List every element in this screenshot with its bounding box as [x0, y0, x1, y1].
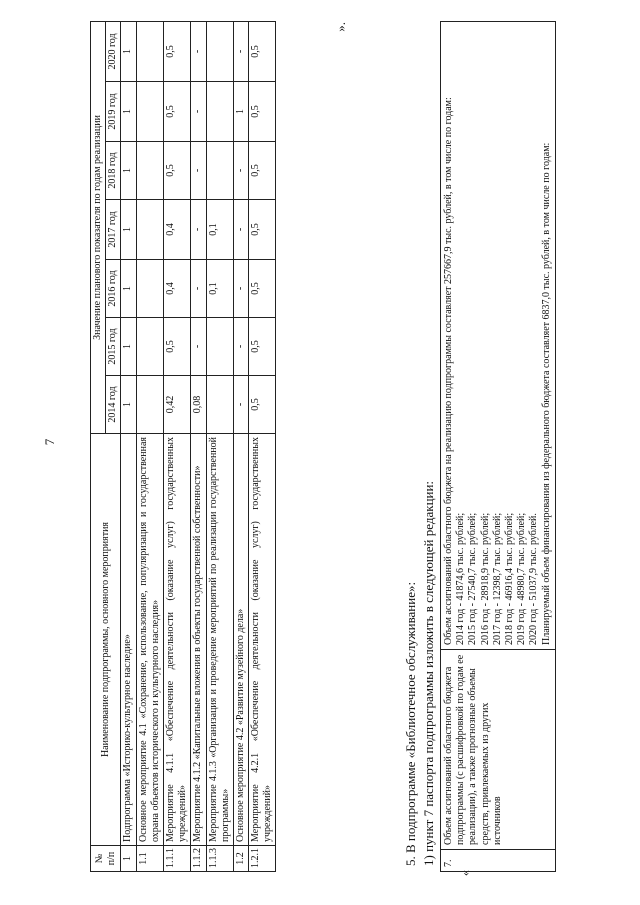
- header-num: № п/п: [91, 846, 121, 872]
- row-value: -: [233, 376, 248, 434]
- row-value: [136, 376, 163, 434]
- row-value: -: [191, 200, 206, 260]
- row-value: [136, 318, 163, 376]
- row-name: Основное мероприятие 4.1 «Сохранение, использование, популяризация и государственная охрана объектов исторического и культурного наследия»: [136, 434, 163, 846]
- row-value: 0,4: [163, 200, 190, 260]
- section-heading: [333, 22, 437, 872]
- row-value: [206, 376, 233, 434]
- row-value: -: [191, 82, 206, 142]
- row-value: [136, 21, 163, 81]
- row-value: -: [233, 21, 248, 81]
- row-value: 1: [121, 200, 136, 260]
- row-value: [206, 82, 233, 142]
- row-value: 0,5: [249, 142, 276, 200]
- opening-quote: «: [458, 870, 472, 876]
- closing-quote: ».: [333, 22, 348, 32]
- header-year: 2020 год: [106, 21, 121, 81]
- table-row: [249, 21, 276, 871]
- row-value: 0,5: [249, 82, 276, 142]
- row-name: Мероприятие 4.1.3 «Организация и проведение мероприятий по реализации государственной программы»: [206, 434, 233, 846]
- row-num: 1.2: [233, 846, 248, 872]
- row-value: 0,5: [249, 200, 276, 260]
- passport-line: 2016 год - 28918,9 тыс. рублей;: [479, 512, 491, 645]
- row-value: 1: [121, 142, 136, 200]
- header-name: Наименование подпрограммы, основного мероприятия: [91, 434, 121, 846]
- row-value: 0,5: [249, 260, 276, 318]
- row-value: 1: [121, 260, 136, 318]
- row-num: 1: [121, 846, 136, 872]
- row-value: 0,08: [191, 376, 206, 434]
- passport-line: 2019 год - 48980,7 тыс. рублей;: [516, 512, 528, 645]
- row-value: [136, 260, 163, 318]
- passport-row: [441, 22, 556, 872]
- row-num: 1.2.1: [249, 846, 276, 872]
- row-value: [136, 200, 163, 260]
- table-row: [121, 21, 136, 871]
- row-name: Основное мероприятие 4.2 «Развитие музейного дела»: [233, 434, 248, 846]
- row-value: [136, 142, 163, 200]
- row-num: 1.1.2: [191, 846, 206, 872]
- row-num: 1.1.3: [206, 846, 233, 872]
- row-value: -: [233, 142, 248, 200]
- passport-line: 2014 год - 41874,6 тыс. рублей;: [455, 512, 467, 645]
- passport-label: Объем ассигнований областного бюджета подпрограммы (с расшифровкой по годам ее реализации), а также прогнозные объемы средств, привлекаемых из других источников: [441, 650, 556, 850]
- heading-line-2: 1) пункт 7 паспорта подпрограммы изложить в следующей редакции:: [420, 480, 436, 866]
- row-value: 1: [121, 82, 136, 142]
- row-value: -: [233, 318, 248, 376]
- header-year: 2016 год: [106, 260, 121, 318]
- row-value: 0,5: [163, 142, 190, 200]
- passport-line: 2020 год - 51037,9 тыс. рублей.: [528, 513, 540, 645]
- row-value: -: [191, 142, 206, 200]
- passport-line: 2018 год - 46916,4 тыс. рублей;: [503, 512, 515, 645]
- rotated-document-content: [90, 22, 552, 876]
- passport-line: Объем ассигнований областного бюджета на реализацию подпрограммы составляет 257667,9 тыс. рублей, в том числе по годам:: [443, 97, 454, 645]
- header-values-group: Значение планового показателя по годам реализации: [91, 21, 106, 433]
- header-year: 2018 год: [106, 142, 121, 200]
- row-value: 0,1: [206, 200, 233, 260]
- header-year: 2017 год: [106, 200, 121, 260]
- header-year: 2019 год: [106, 82, 121, 142]
- table-row: [136, 21, 163, 871]
- row-value: 0,5: [249, 376, 276, 434]
- row-value: [136, 82, 163, 142]
- row-name: Мероприятие 4.2.1 «Обеспечение деятельности (оказание услуг) государственных учреждений»: [249, 434, 276, 846]
- row-value: 1: [121, 376, 136, 434]
- row-name: Мероприятие 4.1.1 «Обеспечение деятельности (оказание услуг) государственных учреждений»: [163, 434, 190, 846]
- row-value: -: [191, 318, 206, 376]
- row-value: [206, 142, 233, 200]
- passport-text: [441, 22, 556, 650]
- row-num: 1.1.1: [163, 846, 190, 872]
- row-value: 0,5: [163, 21, 190, 81]
- passport-num: 7.: [441, 850, 556, 872]
- row-value: 1: [121, 318, 136, 376]
- row-name: Подпрограмма «Историко-культурное наследие»: [121, 434, 136, 846]
- row-value: [206, 21, 233, 81]
- row-value: -: [191, 21, 206, 81]
- row-value: 0,5: [163, 318, 190, 376]
- row-value: -: [233, 200, 248, 260]
- row-value: 0,5: [249, 318, 276, 376]
- table-row: [163, 21, 190, 871]
- indicator-table: [90, 21, 276, 872]
- row-value: [206, 318, 233, 376]
- row-value: 1: [121, 21, 136, 81]
- passport-table: [440, 21, 556, 872]
- heading-line-1: 5. В подпрограмме «Библиотечное обслуживание»:: [403, 581, 418, 866]
- passport-line: Планируемый объем финансирования из федерального бюджета составляет 6837,0 тыс. рублей, в том числе по годам:: [540, 142, 552, 645]
- passport-line: 2017 год - 12398,7 тыс. рублей;: [491, 512, 503, 645]
- table-row: [233, 21, 248, 871]
- table-row: [206, 21, 233, 871]
- row-value: 0,4: [163, 260, 190, 318]
- table-row: [191, 21, 206, 871]
- row-value: 0,5: [249, 21, 276, 81]
- row-value: 0,1: [206, 260, 233, 318]
- row-value: 1: [233, 82, 248, 142]
- row-name: Мероприятие 4.1.2 «Капитальные вложения в объекты государственной собственности»: [191, 434, 206, 846]
- row-value: 0,42: [163, 376, 190, 434]
- page-number: 7: [42, 438, 57, 446]
- row-value: 0,5: [163, 82, 190, 142]
- row-value: -: [233, 260, 248, 318]
- row-value: -: [191, 260, 206, 318]
- header-year: 2015 год: [106, 318, 121, 376]
- row-num: 1.1: [136, 846, 163, 872]
- header-year: 2014 год: [106, 376, 121, 434]
- passport-line: 2015 год - 27540,7 тыс. рублей;: [467, 512, 479, 645]
